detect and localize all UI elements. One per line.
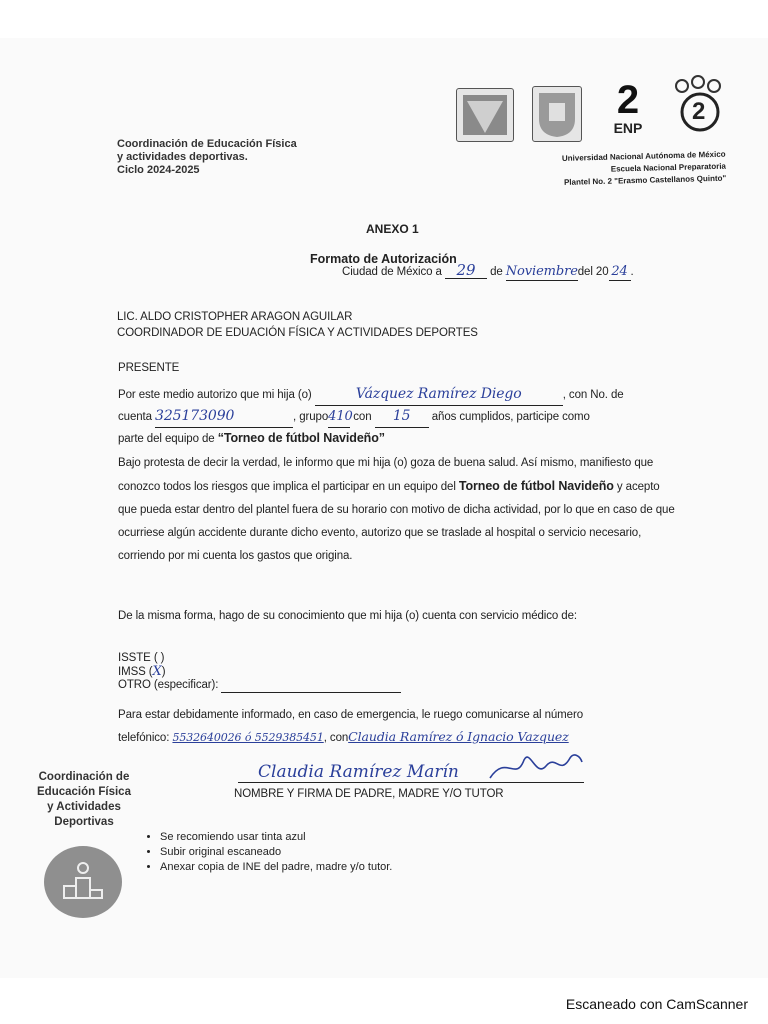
date-day: 29 (445, 262, 487, 279)
presente-label: PRESENTE (118, 362, 180, 374)
imss-label: IMSS ( (118, 666, 153, 678)
para2-text: Bajo protesta de decir la verdad, le informo que mi hija (o) goza de buena salud. Así mismo, manifiesto que conozco todos los riesgos que implica el participar en un equipo del (118, 457, 654, 493)
event-name: “Torneo de fútbol Navideño” (217, 431, 385, 445)
plantel-abbrev: ENP (613, 120, 643, 136)
univ-line: Escuela Nacional Preparatoria (610, 161, 727, 174)
para1-text: cuenta (118, 411, 152, 423)
group-number: 410 (328, 406, 350, 428)
enp-shield-logo (532, 86, 582, 142)
event-name: Torneo de fútbol Navideño (458, 479, 614, 493)
stamp-line: Coordinación de (38, 771, 130, 783)
medical-paragraph: De la misma forma, hago de su conocimiento que mi hija (o) cuenta con servicio médico de: (118, 610, 577, 622)
recipient-block (117, 309, 478, 341)
student-age: 15 (375, 406, 429, 428)
date-de: de (490, 266, 503, 278)
univ-line: Universidad Nacional Autónoma de México (561, 149, 726, 163)
plantel-number: 2 (616, 78, 640, 122)
camscanner-footer: Escaneado con CamScanner (565, 996, 748, 1012)
signature-caption: NOMBRE Y FIRMA DE PADRE, MADRE Y/O TUTOR (234, 788, 504, 800)
form-subtitle: Formato de Autorización (310, 252, 457, 266)
note-item: • Anexar copia de INE del padre, madre y/o tutor. (160, 860, 392, 875)
date-prefix: Ciudad de México a (342, 266, 442, 278)
note-item: • Subir original escaneado (160, 845, 392, 860)
emergency-text: telefónico: (118, 732, 170, 744)
dept-line: Ciclo 2024-2025 (117, 164, 200, 176)
para2-text: y acepto que pueda estar dentro del plantel fuera de su horario con motivo de dicha actividad, por lo que en caso de que ocurriese algún accidente durante dicho evento, autorizo que se traslade al hospital o servicio necesario, corriendo por mi cuenta los gastos que origina. (118, 481, 675, 562)
date-year-prefix: del 20 (577, 266, 609, 278)
emergency-text: Para estar debidamente informado, en caso de emergencia, le ruego comunicarse al número (118, 709, 583, 721)
imss-mark: X (152, 664, 162, 679)
student-name: Vázquez Ramírez Diego (315, 384, 563, 406)
emergency-paragraph (118, 704, 688, 749)
dept-line: Coordinación de Educación Física (117, 138, 297, 150)
univ-line: Plantel No. 2 "Erasmo Castellanos Quinto" (563, 173, 727, 187)
para1-text: años cumplidos, participe como (431, 411, 590, 423)
otro-blank (221, 679, 401, 693)
imss-close: ) (161, 666, 166, 678)
note-item: • Se recomiendo usar tinta azul (160, 830, 392, 845)
department-header (117, 138, 297, 177)
unam-logo (456, 88, 514, 142)
date-end: . (630, 266, 634, 278)
para1-text: con (353, 411, 372, 423)
para1-text: , con No. de (562, 389, 624, 401)
recipient-name: LIC. ALDO CRISTOPHER ARAGON AGUILAR (117, 311, 353, 323)
guardian-signature-name: Claudia Ramírez Marín (258, 762, 459, 782)
stamp-line: y Actividades (47, 801, 121, 813)
coordination-stamp-text (26, 770, 142, 830)
account-number: 325173090 (155, 406, 293, 428)
team-logo-number: 2 (692, 98, 706, 125)
stamp-line: Deportivas (54, 816, 114, 828)
para1-text: parte del equipo de (118, 433, 215, 445)
emergency-text: , con (323, 732, 349, 744)
signature-line (238, 782, 584, 783)
health-paragraph (118, 452, 678, 568)
dept-line: y actividades deportivas. (117, 151, 248, 163)
otro-label: OTRO (especificar): (118, 679, 219, 691)
date-line (342, 262, 634, 281)
date-year-suffix: 24 (609, 264, 631, 281)
notes-list (142, 830, 392, 875)
imss-option (118, 665, 401, 679)
stamp-line: Educación Física (37, 786, 131, 798)
plantel-2-logo (607, 80, 649, 138)
university-header (470, 149, 727, 192)
annex-title: ANEXO 1 (366, 222, 419, 236)
date-month: Noviembre (505, 264, 578, 279)
emergency-phones: 5532640026 ó 5529385451 (172, 731, 324, 744)
para1-text: , grupo (293, 411, 329, 423)
issste-option: ISSTE ( ) (118, 652, 165, 664)
medical-options (118, 652, 401, 693)
para1-text: Por este medio autorizo que mi hija (o) (118, 389, 312, 401)
podium-icon (44, 846, 122, 918)
emergency-contacts: Claudia Ramírez ó Ignacio Vazquez (348, 729, 569, 744)
football-team-logo (670, 74, 730, 136)
recipient-title: COORDINADOR DE EDUACIÓN FÍSICA Y ACTIVIDADES DEPORTES (117, 327, 478, 339)
authorization-paragraph (118, 384, 678, 450)
